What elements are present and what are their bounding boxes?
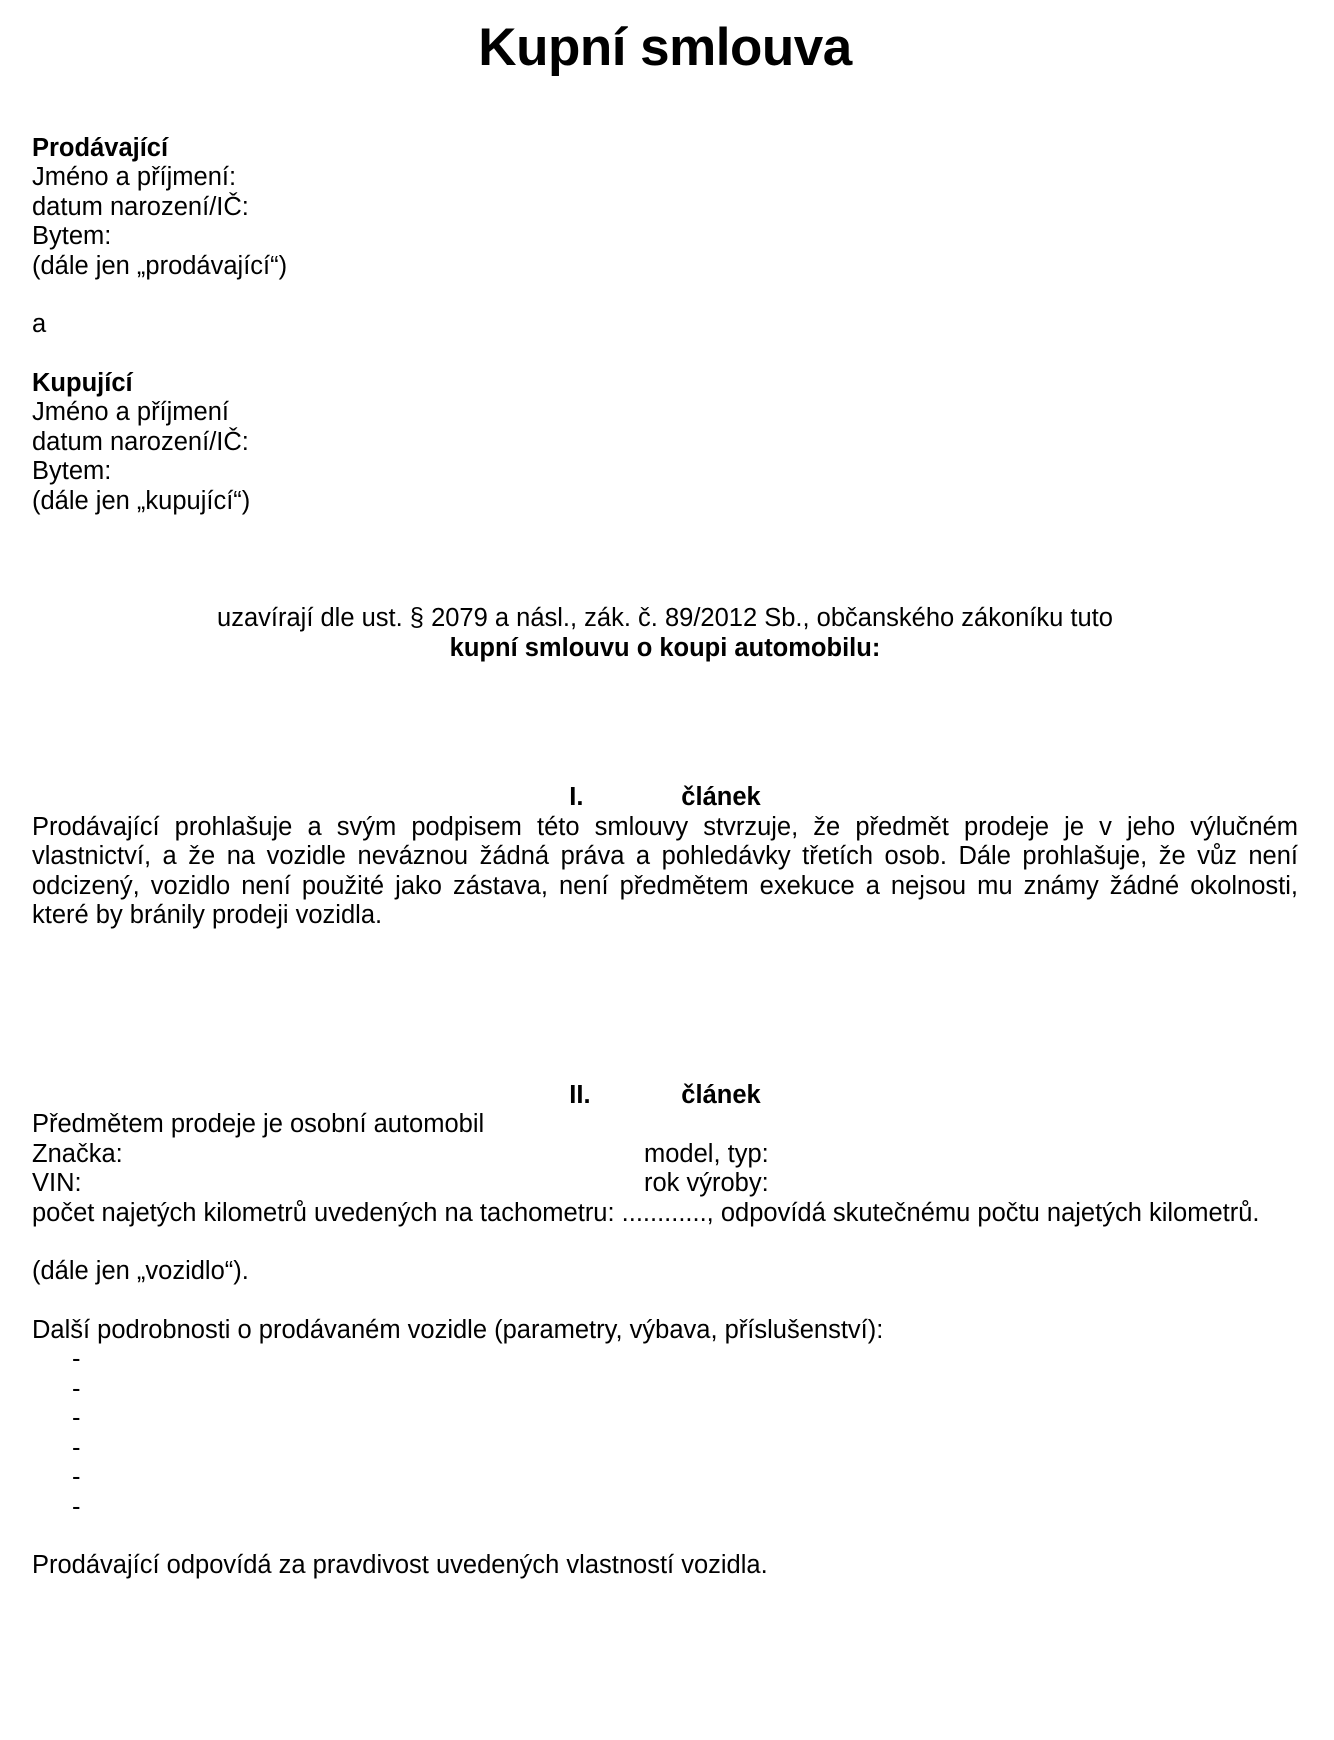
buyer-heading: Kupující (32, 368, 133, 397)
year-of-manufacture-label: rok výroby: (644, 1169, 769, 1198)
conjunction-a: a (32, 310, 47, 339)
buyer-birthdate-label: datum narození/IČ: (32, 427, 249, 456)
article-one-numeral: I. (569, 783, 584, 812)
vehicle-alias: (dále jen „vozidlo“). (32, 1257, 249, 1286)
page-title: Kupní smlouva (478, 18, 852, 77)
buyer-name-label: Jméno a příjmení (32, 398, 230, 427)
article-two-word: článek (681, 1080, 761, 1109)
document-page (0, 20, 1334, 1740)
list-item (32, 1404, 1298, 1434)
seller-birthdate-label: datum narození/IČ: (32, 192, 249, 221)
seller-address-label: Bytem: (32, 222, 112, 251)
vehicle-field-row-vin (32, 1169, 1298, 1199)
warranty-line: Prodávající odpovídá za pravdivost uvedených vlastností vozidla. (32, 1551, 768, 1580)
spacer (32, 516, 1298, 604)
preamble-statute-line: uzavírají dle ust. § 2079 a násl., zák. č. 89/2012 Sb., občanského zákoníku tuto (217, 604, 1113, 633)
dash-bullet: - (72, 1345, 81, 1374)
dash-bullet: - (72, 1433, 81, 1462)
dash-bullet: - (72, 1404, 81, 1433)
spacer (32, 1522, 1298, 1551)
article-one-word: článek (681, 783, 761, 812)
seller-section (32, 134, 1298, 282)
dash-bullet: - (72, 1463, 81, 1492)
article-one-section (32, 783, 1298, 931)
odometer-line: počet najetých kilometrů uvedených na tachometru: ............, odpovídá skutečnému počtu najetých kilometrů. (32, 1198, 1260, 1227)
vehicle-field-row-brand (32, 1140, 1298, 1170)
preamble-contract-line: kupní smlouvu o koupi automobilu: (449, 633, 881, 662)
brand-label: Značka: (32, 1139, 123, 1168)
article-one-paragraph: Prodávající prohlašuje a svým podpisem této smlouvy stvrzuje, že předmět prodeje je v jeho výlučném vlastnictví, a že na vozidle neváznou žádná práva a pohledávky třetích osob. Dále prohlašuje, že vůz není odcizený, vozidlo není použité jako zástava, není předmětem exekuce a nejsou mu známy žádné okolnosti, které by bránily prodeji vozidla. (32, 812, 1298, 930)
seller-heading: Prodávající (32, 133, 169, 162)
article-two-numeral: II. (569, 1080, 591, 1109)
buyer-alias: (dále jen „kupující“) (32, 486, 251, 515)
spacer (32, 1228, 1298, 1257)
list-item (32, 1493, 1298, 1523)
list-item (32, 1345, 1298, 1375)
list-item (32, 1463, 1298, 1493)
vin-label: VIN: (32, 1169, 82, 1198)
dash-bullet: - (72, 1374, 81, 1403)
article-one-heading (32, 783, 1298, 813)
vehicle-details-list (32, 1345, 1298, 1522)
article-two-heading (32, 1081, 1298, 1111)
buyer-section (32, 369, 1298, 517)
spacer (32, 931, 1298, 1081)
dash-bullet: - (72, 1492, 81, 1521)
seller-name-label: Jméno a příjmení: (32, 163, 237, 192)
seller-alias: (dále jen „prodávající“) (32, 251, 288, 280)
article-two-intro: Předmětem prodeje je osobní automobil (32, 1110, 485, 1139)
buyer-address-label: Bytem: (32, 457, 112, 486)
article-two-section (32, 1081, 1298, 1581)
list-item (32, 1434, 1298, 1464)
spacer (32, 1287, 1298, 1316)
spacer (32, 663, 1298, 783)
model-type-label: model, typ: (644, 1139, 769, 1168)
spacer (32, 340, 1298, 369)
spacer (32, 281, 1298, 310)
list-item (32, 1375, 1298, 1405)
vehicle-details-intro: Další podrobnosti o prodávaném vozidle (parametry, výbava, příslušenství): (32, 1315, 884, 1344)
preamble-section (32, 604, 1298, 663)
